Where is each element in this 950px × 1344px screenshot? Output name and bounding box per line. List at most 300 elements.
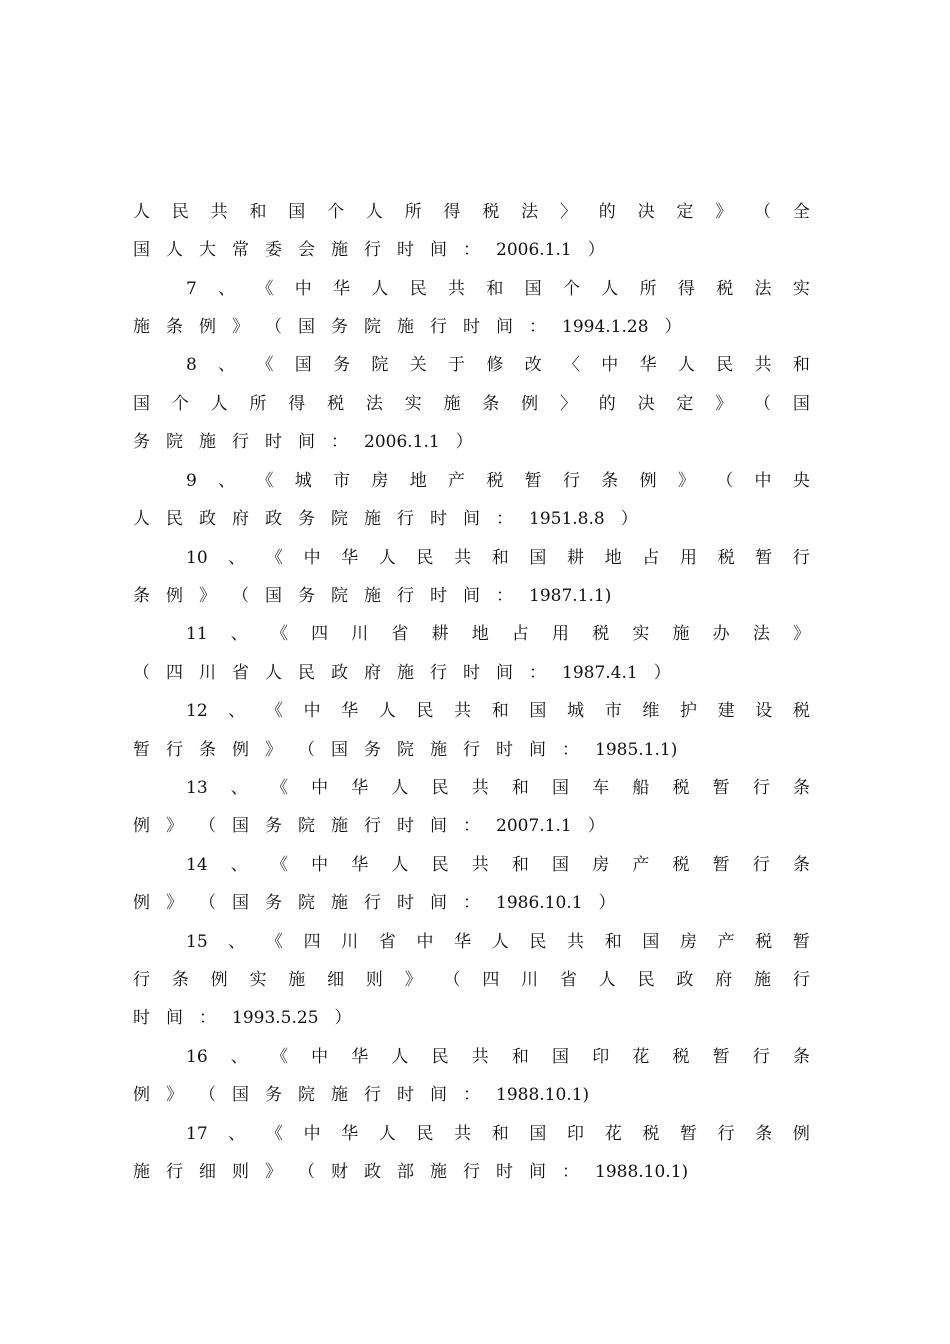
text-token: 例 <box>133 816 150 836</box>
text-token: ： <box>463 816 480 836</box>
text-token: 时 <box>430 509 447 529</box>
text-line <box>186 850 810 880</box>
text-token: （ <box>199 1085 216 1105</box>
text-token: ： <box>496 509 513 529</box>
text-token: 车 <box>592 778 610 798</box>
text-token: 时 <box>133 1008 150 1028</box>
text-token: 、 <box>228 1124 246 1144</box>
text-token: 例 <box>232 740 249 760</box>
text-token: 市 <box>333 471 351 491</box>
text-token: 和 <box>491 701 509 721</box>
text-token: 所 <box>639 279 657 299</box>
text-token: ： <box>199 1008 216 1028</box>
text-token: 时 <box>397 1085 414 1105</box>
text-token: 华 <box>351 855 369 875</box>
text-token: 施 <box>331 1085 348 1105</box>
text-token: 例 <box>210 970 228 990</box>
text-token: 条 <box>133 586 150 606</box>
text-token: 产 <box>717 932 735 952</box>
text-token: 行 <box>397 509 414 529</box>
text-token: 大 <box>199 240 216 260</box>
text-token: 》 <box>199 586 216 606</box>
text-token: 行 <box>397 586 414 606</box>
text-token: 国 <box>133 394 150 414</box>
text-token: 华 <box>341 548 359 568</box>
text-token: 定 <box>676 394 694 414</box>
text-token: 时 <box>463 317 480 337</box>
text-token: ： <box>463 893 480 913</box>
text-token: 人 <box>378 1124 396 1144</box>
text-line <box>186 350 810 380</box>
text-token: 民 <box>416 548 434 568</box>
text-token: 共 <box>567 932 585 952</box>
text-token: 》 <box>792 624 810 644</box>
text-token: 府 <box>715 970 733 990</box>
text-token: 护 <box>679 701 697 721</box>
text-token: （ <box>716 471 734 491</box>
text-token: 院 <box>298 1085 315 1105</box>
text-token: 得 <box>443 202 461 222</box>
text-token: 务 <box>364 740 381 760</box>
text-token: 民 <box>637 970 655 990</box>
text-line <box>186 1119 810 1149</box>
text-token: 省 <box>559 970 577 990</box>
text-line <box>186 696 810 726</box>
text-token: 共 <box>454 701 472 721</box>
text-token: 行 <box>792 548 810 568</box>
text-token: 《 <box>265 701 283 721</box>
text-token: 间 <box>430 1085 447 1105</box>
text-token: 时 <box>397 240 414 260</box>
text-token: 税 <box>482 202 500 222</box>
text-token: 国 <box>232 816 249 836</box>
text-token: 行 <box>232 432 249 452</box>
text-token: 国 <box>792 394 810 414</box>
text-token: 间 <box>430 816 447 836</box>
text-line <box>133 389 810 419</box>
text-token: 时 <box>463 663 480 683</box>
text-token: 民 <box>166 509 183 529</box>
text-token: 条 <box>601 471 619 491</box>
text-line <box>186 773 810 803</box>
text-token: 华 <box>454 932 472 952</box>
text-token: 国 <box>288 202 306 222</box>
text-token: 《 <box>265 932 283 952</box>
text-token: 个 <box>327 202 345 222</box>
text-token: （ <box>199 816 216 836</box>
text-token: 人 <box>166 240 183 260</box>
text-token: 务 <box>298 586 315 606</box>
text-token: 税 <box>755 932 773 952</box>
text-token: 部 <box>397 1162 414 1182</box>
text-token: （ <box>133 663 150 683</box>
text-token: 间 <box>496 317 513 337</box>
text-token: 13 <box>186 778 208 798</box>
text-token: 条 <box>792 778 810 798</box>
text-token: 例 <box>133 893 150 913</box>
text-token: 院 <box>166 432 183 452</box>
text-line <box>186 927 810 957</box>
text-token: 产 <box>448 471 466 491</box>
text-token: 民 <box>409 279 427 299</box>
text-line <box>133 581 810 611</box>
text-token: 和 <box>511 778 529 798</box>
text-token: 定 <box>676 202 694 222</box>
text-token: （ <box>199 893 216 913</box>
text-token: 1985.1.1) <box>595 740 678 760</box>
text-token: 行 <box>364 240 381 260</box>
text-token: 时 <box>430 586 447 606</box>
text-line <box>186 619 810 649</box>
text-token: 施 <box>331 893 348 913</box>
text-token: （ <box>298 740 315 760</box>
text-token: 暂 <box>755 548 773 568</box>
text-token: 民 <box>171 202 189 222</box>
text-token: 行 <box>430 317 447 337</box>
text-token: 人 <box>365 202 383 222</box>
text-token: 暂 <box>679 1124 697 1144</box>
text-token: 条 <box>166 317 183 337</box>
text-token: 施 <box>397 317 414 337</box>
text-token: 税 <box>672 1047 690 1067</box>
text-token: 施 <box>331 240 348 260</box>
text-token: 国 <box>552 1047 570 1067</box>
text-token: 人 <box>491 932 509 952</box>
text-token: 例 <box>639 471 657 491</box>
text-token: 行 <box>364 816 381 836</box>
text-token: 税 <box>592 624 610 644</box>
text-token: 施 <box>443 394 461 414</box>
text-token: 办 <box>712 624 730 644</box>
text-line <box>133 888 810 918</box>
text-token: 个 <box>562 279 580 299</box>
text-token: 、 <box>228 548 246 568</box>
text-token: 时 <box>397 816 414 836</box>
text-token: 实 <box>404 394 422 414</box>
text-token: 例 <box>166 586 183 606</box>
text-token: 会 <box>298 240 315 260</box>
text-token: 城 <box>294 471 312 491</box>
text-token: 11 <box>186 624 208 644</box>
text-token: 间 <box>529 740 546 760</box>
text-token: 华 <box>351 778 369 798</box>
text-token: 1987.4.1 <box>562 663 638 683</box>
text-token: 和 <box>604 932 622 952</box>
text-token: ： <box>331 432 348 452</box>
text-token: ： <box>529 663 546 683</box>
text-token: 花 <box>604 1124 622 1144</box>
text-token: 四 <box>311 624 329 644</box>
text-token: 》 <box>715 394 733 414</box>
text-token: 实 <box>249 970 267 990</box>
text-token: 华 <box>351 1047 369 1067</box>
text-token: 10 <box>186 548 208 568</box>
text-line <box>133 735 810 765</box>
text-token: 暂 <box>524 471 542 491</box>
text-token: 国 <box>552 778 570 798</box>
text-token: 2007.1.1 <box>496 816 572 836</box>
text-token: 条 <box>792 1047 810 1067</box>
text-token: 条 <box>482 394 500 414</box>
text-token: 和 <box>491 1124 509 1144</box>
text-token: 修 <box>486 355 504 375</box>
text-line <box>133 197 810 227</box>
text-token: 四 <box>303 932 321 952</box>
text-token: 时 <box>496 740 513 760</box>
text-token: 的 <box>598 202 616 222</box>
text-line <box>133 235 810 265</box>
text-line <box>186 1042 810 1072</box>
text-token: 、 <box>230 1047 248 1067</box>
text-token: 》 <box>166 1085 183 1105</box>
text-token: 细 <box>327 970 345 990</box>
text-token: 共 <box>448 279 466 299</box>
text-token: 房 <box>679 932 697 952</box>
text-token: ： <box>562 1162 579 1182</box>
text-token: 、 <box>230 624 248 644</box>
text-token: 务 <box>331 317 348 337</box>
text-token: 行 <box>166 740 183 760</box>
text-token: 人 <box>677 355 695 375</box>
text-token: 行 <box>752 855 770 875</box>
text-token: ： <box>496 586 513 606</box>
text-token: 船 <box>632 778 650 798</box>
text-token: ） <box>620 509 638 529</box>
text-token: 税 <box>486 471 504 491</box>
text-token: 2006.1.1 <box>364 432 440 452</box>
text-token: 建 <box>717 701 735 721</box>
text-token: 7 <box>186 279 197 299</box>
text-token: 国 <box>331 740 348 760</box>
text-token: 12 <box>186 701 208 721</box>
text-token: 《 <box>256 355 274 375</box>
text-token: （ <box>298 1162 315 1182</box>
text-token: ： <box>463 1085 480 1105</box>
text-token: 中 <box>311 855 329 875</box>
text-token: 全 <box>792 202 810 222</box>
text-token: 产 <box>632 855 650 875</box>
text-token: 印 <box>567 1124 585 1144</box>
text-token: 共 <box>210 202 228 222</box>
text-token: 》 <box>677 471 695 491</box>
text-token: 间 <box>430 240 447 260</box>
text-token: 《 <box>270 1047 288 1067</box>
text-token: 务 <box>265 893 282 913</box>
text-token: 税 <box>717 548 735 568</box>
text-token: 间 <box>166 1008 183 1028</box>
text-token: 共 <box>471 778 489 798</box>
text-token: 间 <box>496 663 513 683</box>
text-token: 行 <box>364 1085 381 1105</box>
text-token: 税 <box>672 855 690 875</box>
text-token: 中 <box>311 778 329 798</box>
text-token: 共 <box>754 355 772 375</box>
text-token: （ <box>754 394 771 414</box>
text-token: 人 <box>391 1047 409 1067</box>
text-line <box>186 274 810 304</box>
text-token: 省 <box>391 624 409 644</box>
text-token: 于 <box>448 355 466 375</box>
text-token: 得 <box>288 394 306 414</box>
text-token: ） <box>587 240 605 260</box>
text-token: 院 <box>331 509 348 529</box>
text-line <box>186 466 810 496</box>
text-token: 例 <box>792 1124 810 1144</box>
text-token: 则 <box>232 1162 249 1182</box>
text-token: 人 <box>265 663 282 683</box>
text-token: 行 <box>463 1162 480 1182</box>
text-token: 中 <box>294 279 312 299</box>
text-token: 国 <box>529 701 547 721</box>
text-line <box>133 1003 810 1033</box>
text-token: 印 <box>592 1047 610 1067</box>
text-token: 1994.1.28 <box>562 317 649 337</box>
text-token: 《 <box>270 624 288 644</box>
text-token: 花 <box>632 1047 650 1067</box>
text-token: 国 <box>524 279 542 299</box>
text-token: 暂 <box>712 778 730 798</box>
text-token: 9 <box>186 471 197 491</box>
text-line <box>133 427 810 457</box>
text-token: 所 <box>404 202 422 222</box>
text-token: 院 <box>298 893 315 913</box>
text-token: 间 <box>463 509 480 529</box>
text-token: 民 <box>716 355 734 375</box>
text-token: 行 <box>792 970 810 990</box>
text-token: 和 <box>486 279 504 299</box>
text-token: 务 <box>298 509 315 529</box>
text-token: 行 <box>133 970 150 990</box>
text-token: 、 <box>218 279 236 299</box>
text-token: 1951.8.8 <box>529 509 605 529</box>
text-token: 院 <box>331 586 348 606</box>
text-token: 川 <box>351 624 369 644</box>
text-token: 中 <box>601 355 619 375</box>
text-token: 府 <box>364 663 381 683</box>
text-token: 民 <box>298 663 315 683</box>
text-token: 和 <box>491 548 509 568</box>
text-token: 施 <box>672 624 690 644</box>
text-token: 国 <box>265 586 282 606</box>
text-token: 财 <box>331 1162 348 1182</box>
text-token: 则 <box>365 970 383 990</box>
text-token: 1987.1.1) <box>529 586 612 606</box>
text-token: ： <box>529 317 546 337</box>
text-token: 四 <box>482 970 500 990</box>
text-token: 国 <box>232 1085 249 1105</box>
text-token: 四 <box>166 663 183 683</box>
text-token: 》 <box>265 740 282 760</box>
text-token: 国 <box>133 240 150 260</box>
text-token: 施 <box>364 509 381 529</box>
text-token: 行 <box>752 1047 770 1067</box>
text-token: 地 <box>604 548 622 568</box>
text-token: 税 <box>792 701 810 721</box>
text-token: 法 <box>521 202 539 222</box>
text-token: 省 <box>232 663 249 683</box>
text-token: 地 <box>409 471 427 491</box>
text-token: 国 <box>529 1124 547 1144</box>
text-token: 、 <box>218 471 236 491</box>
text-token: 施 <box>288 970 306 990</box>
text-token: 决 <box>637 394 655 414</box>
text-token: 行 <box>430 663 447 683</box>
text-token: 川 <box>341 932 359 952</box>
text-token: 间 <box>298 432 315 452</box>
text-token: 国 <box>529 548 547 568</box>
text-line <box>186 543 810 573</box>
text-token: 《 <box>265 548 283 568</box>
text-token: 施 <box>397 663 414 683</box>
text-token: 民 <box>431 778 449 798</box>
text-token: 例 <box>133 1085 150 1105</box>
text-token: 1988.10.1) <box>496 1085 590 1105</box>
text-token: 》 <box>265 1162 282 1182</box>
text-token: 人 <box>371 279 389 299</box>
text-token: 〉 <box>559 202 577 222</box>
text-token: 条 <box>755 1124 773 1144</box>
text-token: 耕 <box>431 624 449 644</box>
text-token: 所 <box>249 394 267 414</box>
text-token: 决 <box>637 202 655 222</box>
text-token: 时 <box>397 893 414 913</box>
text-token: 〈 <box>562 355 580 375</box>
text-token: 务 <box>333 355 351 375</box>
text-token: （ <box>232 586 249 606</box>
text-token: 例 <box>521 394 539 414</box>
text-token: 法 <box>752 624 770 644</box>
text-token: 城 <box>567 701 585 721</box>
text-token: 中 <box>303 1124 321 1144</box>
text-token: 人 <box>378 701 396 721</box>
text-token: 施 <box>430 1162 447 1182</box>
text-token: 条 <box>792 855 810 875</box>
text-token: 共 <box>454 548 472 568</box>
text-token: 人 <box>391 855 409 875</box>
text-token: ） <box>653 663 671 683</box>
text-line <box>133 1080 810 1110</box>
text-token: 时 <box>496 1162 513 1182</box>
text-token: 1986.10.1 <box>496 893 583 913</box>
text-token: 16 <box>186 1047 208 1067</box>
text-token: 华 <box>341 1124 359 1144</box>
text-token: 共 <box>471 855 489 875</box>
text-token: 《 <box>270 855 288 875</box>
text-token: 院 <box>364 317 381 337</box>
text-token: 》 <box>715 202 733 222</box>
text-token: 行 <box>717 1124 735 1144</box>
text-token: 国 <box>552 855 570 875</box>
text-token: 务 <box>265 816 282 836</box>
text-token: 实 <box>632 624 650 644</box>
text-token: 占 <box>511 624 529 644</box>
text-token: 人 <box>133 202 150 222</box>
text-token: 间 <box>430 893 447 913</box>
text-token: 1993.5.25 <box>232 1008 319 1028</box>
text-token: 常 <box>232 240 249 260</box>
text-token: 14 <box>186 855 208 875</box>
text-token: 房 <box>592 855 610 875</box>
text-token: 17 <box>186 1124 208 1144</box>
text-token: 《 <box>256 279 274 299</box>
text-token: 15 <box>186 932 208 952</box>
text-token: 政 <box>331 663 348 683</box>
text-token: （ <box>265 317 282 337</box>
text-token: 省 <box>378 932 396 952</box>
text-token: 税 <box>672 778 690 798</box>
text-token: 税 <box>642 1124 660 1144</box>
text-token: 施 <box>199 432 216 452</box>
